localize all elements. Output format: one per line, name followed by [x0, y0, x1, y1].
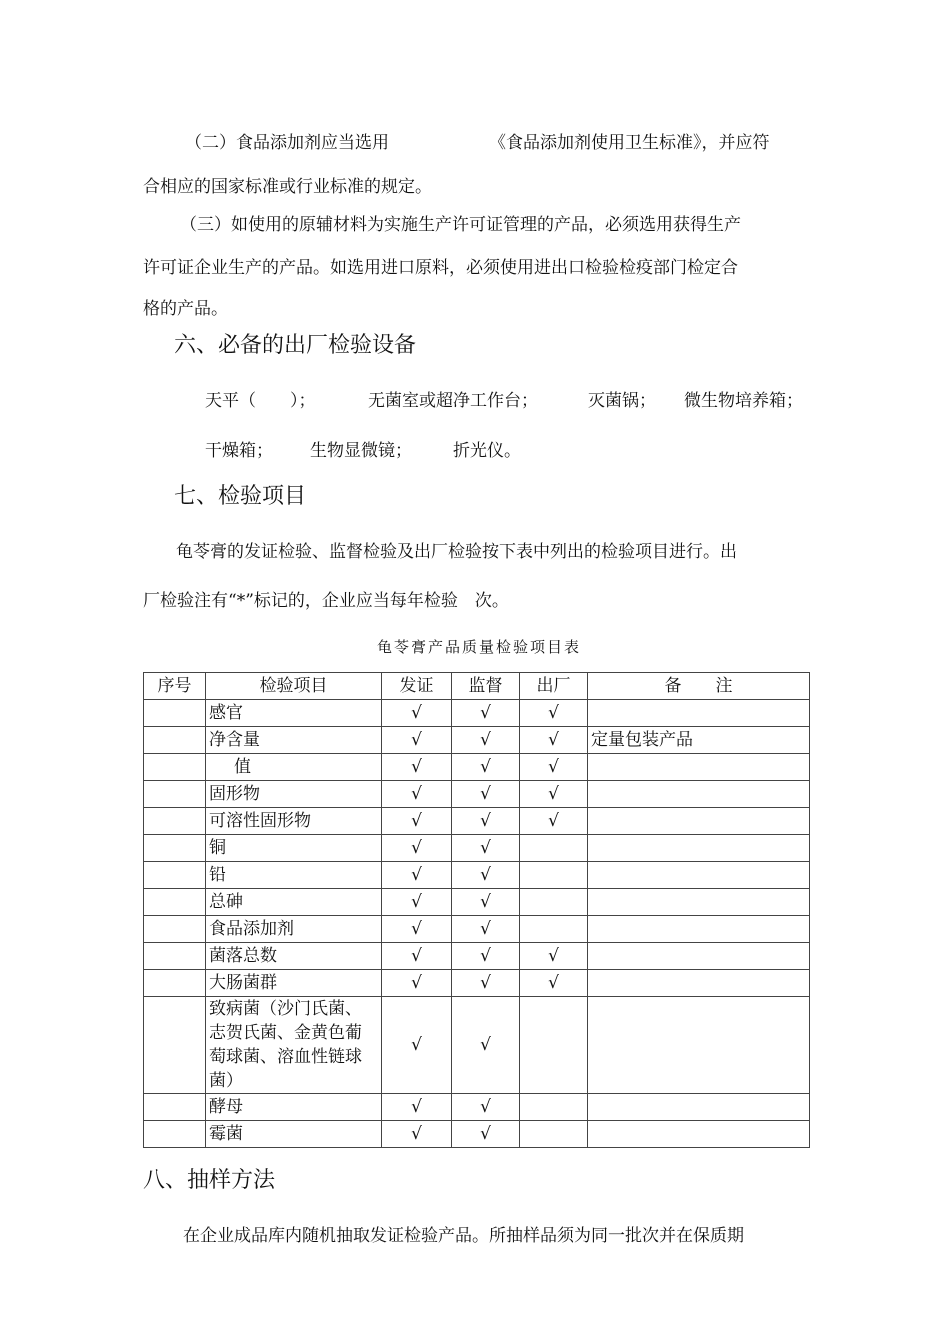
paragraph-3-line1: （三）如使用的原辅材料为实施生产许可证管理的产品，必须选用获得生产 — [180, 215, 741, 235]
factory-check-cell — [520, 1094, 588, 1121]
issuance-check-cell: √ — [382, 862, 452, 889]
item-name-cell: 固形物 — [206, 781, 382, 808]
supervision-check-cell: √ — [452, 862, 520, 889]
header-cell: 出厂 — [520, 673, 588, 700]
factory-check-cell — [520, 889, 588, 916]
factory-check-cell — [520, 916, 588, 943]
item-name-cell: 酵母 — [206, 1094, 382, 1121]
table-row — [144, 862, 810, 889]
remark-cell — [588, 700, 810, 727]
equipment-item: 生物显微镜； — [310, 441, 412, 461]
remark-cell — [588, 1121, 810, 1148]
table-row — [144, 754, 810, 781]
remark-cell: 定量包装产品 — [588, 727, 810, 754]
supervision-check-cell: √ — [452, 997, 520, 1094]
table-row — [144, 727, 810, 754]
row-number-cell — [144, 835, 206, 862]
row-number-cell — [144, 997, 206, 1094]
item-name-cell: 致病菌（沙门氏菌、志贺氏菌、金黄色葡萄球菌、溶血性链球菌） — [206, 997, 382, 1094]
row-number-cell — [144, 889, 206, 916]
row-number-cell — [144, 754, 206, 781]
section-7-line1: 龟苓膏的发证检验、监督检验及出厂检验按下表中列出的检验项目进行。出 — [176, 542, 737, 562]
factory-check-cell — [520, 997, 588, 1094]
remark-cell — [588, 889, 810, 916]
row-number-cell — [144, 1094, 206, 1121]
section-6-heading: 六、必备的出厂检验设备 — [174, 333, 417, 358]
table-row — [144, 970, 810, 997]
factory-check-cell — [520, 862, 588, 889]
remark-cell — [588, 754, 810, 781]
issuance-check-cell: √ — [382, 835, 452, 862]
issuance-check-cell: √ — [382, 997, 452, 1094]
factory-check-cell: √ — [520, 808, 588, 835]
header-cell: 监督 — [452, 673, 520, 700]
table-row — [144, 889, 810, 916]
paragraph-2-line2: 合相应的国家标准或行业标准的规定。 — [143, 177, 432, 197]
factory-check-cell — [520, 1121, 588, 1148]
item-name-cell: 值 — [206, 754, 382, 781]
item-name-cell: 总砷 — [206, 889, 382, 916]
factory-check-cell — [520, 835, 588, 862]
remark-cell — [588, 1094, 810, 1121]
issuance-check-cell: √ — [382, 700, 452, 727]
row-number-cell — [144, 1121, 206, 1148]
table-row — [144, 916, 810, 943]
table-row — [144, 781, 810, 808]
row-number-cell — [144, 808, 206, 835]
table-row — [144, 997, 810, 1094]
factory-check-cell: √ — [520, 727, 588, 754]
header-cell: 备 注 — [588, 673, 810, 700]
item-name-cell: 铅 — [206, 862, 382, 889]
row-number-cell — [144, 781, 206, 808]
equipment-item: 折光仪。 — [453, 441, 521, 461]
issuance-check-cell: √ — [382, 916, 452, 943]
issuance-check-cell: √ — [382, 1121, 452, 1148]
issuance-check-cell: √ — [382, 781, 452, 808]
row-number-cell — [144, 916, 206, 943]
issuance-check-cell: √ — [382, 970, 452, 997]
table-row — [144, 943, 810, 970]
supervision-check-cell: √ — [452, 727, 520, 754]
section-7-line2: 厂检验注有“*”标记的，企业应当每年检验 次。 — [143, 591, 509, 611]
issuance-check-cell: √ — [382, 808, 452, 835]
supervision-check-cell: √ — [452, 943, 520, 970]
factory-check-cell: √ — [520, 943, 588, 970]
table-row — [144, 1094, 810, 1121]
table-row — [144, 700, 810, 727]
remark-cell — [588, 835, 810, 862]
remark-cell — [588, 781, 810, 808]
row-number-cell — [144, 727, 206, 754]
header-cell: 检验项目 — [206, 673, 382, 700]
supervision-check-cell: √ — [452, 754, 520, 781]
section-7-heading: 七、检验项目 — [174, 484, 307, 509]
equipment-item: 无菌室或超净工作台； — [368, 391, 538, 411]
issuance-check-cell: √ — [382, 1094, 452, 1121]
section-8-heading: 八、抽样方法 — [143, 1168, 276, 1193]
factory-check-cell: √ — [520, 754, 588, 781]
remark-cell — [588, 997, 810, 1094]
table-header-row — [144, 673, 810, 700]
supervision-check-cell: √ — [452, 781, 520, 808]
section-8-line1: 在企业成品库内随机抽取发证检验产品。所抽样品须为同一批次并在保质期 — [183, 1226, 744, 1246]
remark-cell — [588, 862, 810, 889]
paragraph-2-line1b: 《食品添加剂使用卫生标准》，并应符 — [489, 133, 770, 153]
issuance-check-cell: √ — [382, 727, 452, 754]
supervision-check-cell: √ — [452, 889, 520, 916]
item-name-cell: 大肠菌群 — [206, 970, 382, 997]
item-name-cell: 铜 — [206, 835, 382, 862]
inspection-items-table — [143, 672, 810, 1148]
row-number-cell — [144, 862, 206, 889]
table-row — [144, 1121, 810, 1148]
header-cell: 发证 — [382, 673, 452, 700]
item-name-cell: 霉菌 — [206, 1121, 382, 1148]
item-name-cell: 可溶性固形物 — [206, 808, 382, 835]
remark-cell — [588, 943, 810, 970]
factory-check-cell: √ — [520, 781, 588, 808]
factory-check-cell: √ — [520, 970, 588, 997]
remark-cell — [588, 808, 810, 835]
row-number-cell — [144, 700, 206, 727]
remark-cell — [588, 916, 810, 943]
table-row — [144, 835, 810, 862]
equipment-item: 灭菌锅； — [588, 391, 656, 411]
paragraph-3-line3: 格的产品。 — [143, 299, 228, 319]
issuance-check-cell: √ — [382, 754, 452, 781]
factory-check-cell: √ — [520, 700, 588, 727]
supervision-check-cell: √ — [452, 1094, 520, 1121]
supervision-check-cell: √ — [452, 700, 520, 727]
supervision-check-cell: √ — [452, 1121, 520, 1148]
issuance-check-cell: √ — [382, 889, 452, 916]
table-caption: 龟苓膏产品质量检验项目表 — [377, 638, 582, 656]
table-row — [144, 808, 810, 835]
supervision-check-cell: √ — [452, 916, 520, 943]
item-name-cell: 感官 — [206, 700, 382, 727]
item-name-cell: 净含量 — [206, 727, 382, 754]
paragraph-3-line2: 许可证企业生产的产品。如选用进口原料，必须使用进出口检验检疫部门检定合 — [143, 258, 738, 278]
equipment-item: 干燥箱； — [205, 441, 273, 461]
row-number-cell — [144, 970, 206, 997]
paragraph-2-line1a: （二）食品添加剂应当选用 — [185, 133, 389, 153]
equipment-item: 微生物培养箱； — [684, 391, 803, 411]
supervision-check-cell: √ — [452, 835, 520, 862]
supervision-check-cell: √ — [452, 970, 520, 997]
item-name-cell: 食品添加剂 — [206, 916, 382, 943]
equipment-item: 天平（ ）； — [205, 391, 316, 411]
header-cell: 序号 — [144, 673, 206, 700]
supervision-check-cell: √ — [452, 808, 520, 835]
item-name-cell: 菌落总数 — [206, 943, 382, 970]
issuance-check-cell: √ — [382, 943, 452, 970]
remark-cell — [588, 970, 810, 997]
row-number-cell — [144, 943, 206, 970]
